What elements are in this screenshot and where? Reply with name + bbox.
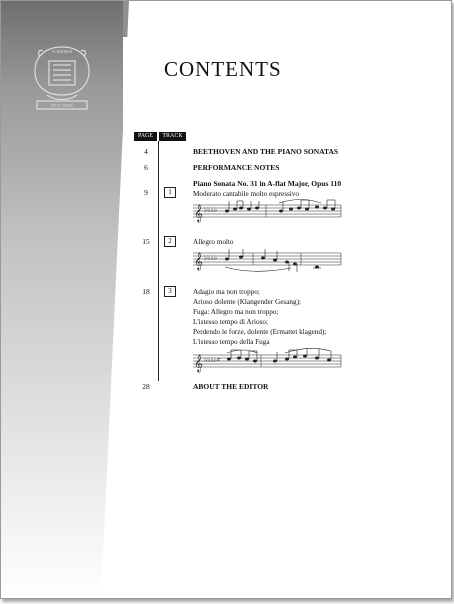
svg-text:𝄞: 𝄞 [194, 356, 203, 372]
column-divider [158, 141, 159, 381]
publisher-seal-logo [25, 41, 99, 113]
page-number: 4 [144, 147, 148, 156]
movement-description: Allegro molto [193, 238, 234, 246]
svg-text:♭♭♭♭: ♭♭♭♭ [204, 254, 218, 262]
svg-text:𝄞: 𝄞 [194, 206, 203, 222]
music-incipit-1 [191, 197, 346, 225]
page-number: 18 [142, 287, 150, 296]
page-number: 15 [142, 237, 150, 246]
music-incipit-3 [191, 347, 346, 375]
movement-description: Perdendo le forze, dolente (Ermattet klagend); [193, 328, 327, 336]
page-number: 9 [144, 188, 148, 197]
toc-entry-beethoven: BEETHOVEN AND THE PIANO SONATAS [193, 147, 339, 156]
seal-top-text: SCHIRMER [51, 49, 73, 54]
movement-description: Adagio ma non troppo; [193, 288, 260, 296]
svg-text:𝄞: 𝄞 [194, 254, 203, 270]
movement-description: Moderato cantabile molto espressivo [193, 190, 299, 198]
movement-description: L'istesso tempo di Arioso; [193, 318, 268, 326]
movement-description: Fuga: Allegro ma non troppo; [193, 308, 279, 316]
sonata-title: Piano Sonata No. 31 in A-flat Major, Opus 110 [193, 179, 342, 188]
track-box: 1 [164, 187, 176, 198]
track-box: 2 [164, 236, 176, 247]
seal-bottom-text: NEW YORK [50, 103, 74, 108]
track-column-header: TRACK [159, 132, 186, 141]
movement-description: L'istesso tempo della Fuga [193, 338, 270, 346]
page-column-header: PAGE [134, 132, 157, 141]
page-number: 28 [142, 382, 150, 391]
track-box: 3 [164, 286, 176, 297]
music-incipit-2 [191, 247, 346, 275]
svg-text:♭♭♭♭: ♭♭♭♭ [204, 206, 218, 214]
movement-description: Arioso dolente (Klangender Gesang); [193, 298, 301, 306]
svg-text:♭♭♭♭𝄴: ♭♭♭♭𝄴 [204, 356, 221, 364]
page-title: CONTENTS [164, 57, 282, 81]
page-number: 6 [144, 163, 148, 172]
toc-entry-performance-notes: PERFORMANCE NOTES [193, 163, 280, 172]
toc-entry-about-editor: ABOUT THE EDITOR [193, 382, 269, 391]
